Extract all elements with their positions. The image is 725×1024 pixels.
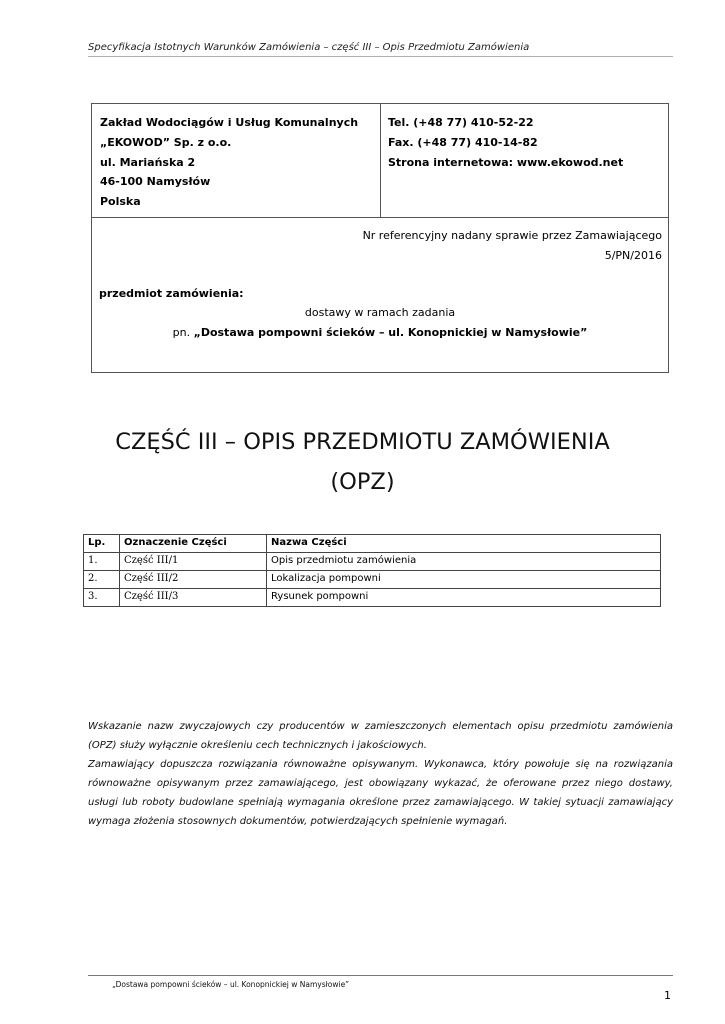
company-street: ul. Mariańska 2 xyxy=(100,155,196,169)
box-vertical-divider xyxy=(380,104,381,217)
company-contact xyxy=(388,113,623,172)
main-title-line2: (OPZ) xyxy=(330,469,395,495)
running-header: Specyfikacja Istotnych Warunków Zamówienia – część III – Opis Przedmiotu Zamówienia xyxy=(88,42,673,57)
company-legal-name: „EKOWOD” Sp. z o.o. xyxy=(100,135,232,149)
company-country: Polska xyxy=(100,195,141,209)
contact-website: Strona internetowa: www.ekowod.net xyxy=(388,155,624,169)
reference-label: Nr referencyjny nadany sprawie przez Zamawiającego xyxy=(362,229,662,242)
table-header-row xyxy=(84,535,661,553)
notes-section xyxy=(88,717,673,831)
subject-title: „Dostawa pompowni ścieków – ul. Konopnickiej w Namysłowie” xyxy=(193,326,588,339)
subject-line1: dostawy w ramach zadania xyxy=(304,306,456,319)
table-row xyxy=(84,589,661,607)
contact-tel: Tel. (+48 77) 410-52-22 xyxy=(388,116,534,129)
footer-text: „Dostawa pompowni ścieków – ul. Konopnickiej w Namysłowie” xyxy=(112,980,350,989)
row-lp: 1. xyxy=(84,553,120,571)
contact-fax: Fax. (+48 77) 410-14-82 xyxy=(388,135,538,149)
header-name: Nazwa Części xyxy=(267,535,661,553)
main-title xyxy=(0,422,725,502)
header-designation: Oznaczenie Części xyxy=(120,535,267,553)
note-paragraph: Wskazanie nazw zwyczajowych czy producentów w zamieszczonych elementach opisu przedmiotu zamówienia (OPZ) służy wyłącznie określeniu cech technicznych i jakościowych. xyxy=(88,721,673,751)
subject-prefix: pn. xyxy=(172,326,194,339)
row-designation: Część III/2 xyxy=(120,571,267,589)
row-lp: 3. xyxy=(84,589,120,607)
parts-table xyxy=(83,534,661,607)
row-lp: 2. xyxy=(84,571,120,589)
subject-title-line xyxy=(92,326,668,339)
reference-number: 5/PN/2016 xyxy=(604,249,662,262)
table-row xyxy=(84,553,661,571)
row-name: Opis przedmiotu zamówienia xyxy=(267,553,661,571)
reference-block xyxy=(363,226,662,266)
table-row xyxy=(84,571,661,589)
row-designation: Część III/3 xyxy=(120,589,267,607)
company-city: 46-100 Namysłów xyxy=(100,175,211,189)
page-number: 1 xyxy=(664,989,671,1002)
main-title-line1: CZĘŚĆ III – OPIS PRZEDMIOTU ZAMÓWIENIA xyxy=(115,429,610,455)
header-lp: Lp. xyxy=(84,535,120,553)
row-designation: Część III/1 xyxy=(120,553,267,571)
footer-divider xyxy=(88,975,673,976)
box-horizontal-divider xyxy=(92,217,668,218)
company-name: Zakład Wodociągów i Usług Komunalnych xyxy=(100,116,359,129)
header-info-box xyxy=(91,103,669,373)
subject-label: przedmiot zamówienia: xyxy=(99,287,244,300)
row-name: Rysunek pompowni xyxy=(267,589,661,607)
row-name: Lokalizacja pompowni xyxy=(267,571,661,589)
company-address xyxy=(100,113,358,212)
note-paragraph: Zamawiający dopuszcza rozwiązania równoważne opisywanym. Wykonawca, który powołuje się na rozwiązania równoważne opisywanym przez zamawiającego, jest obowiązany wykazać, że oferowane przez niego dostawy, usługi lub roboty budowlane spełniają wymagania określone przez zamawiającego. W takiej sytuacji zamawiający wymaga złożenia stosownych dokumentów, potwierdzających spełnienie wymagań. xyxy=(88,759,673,827)
